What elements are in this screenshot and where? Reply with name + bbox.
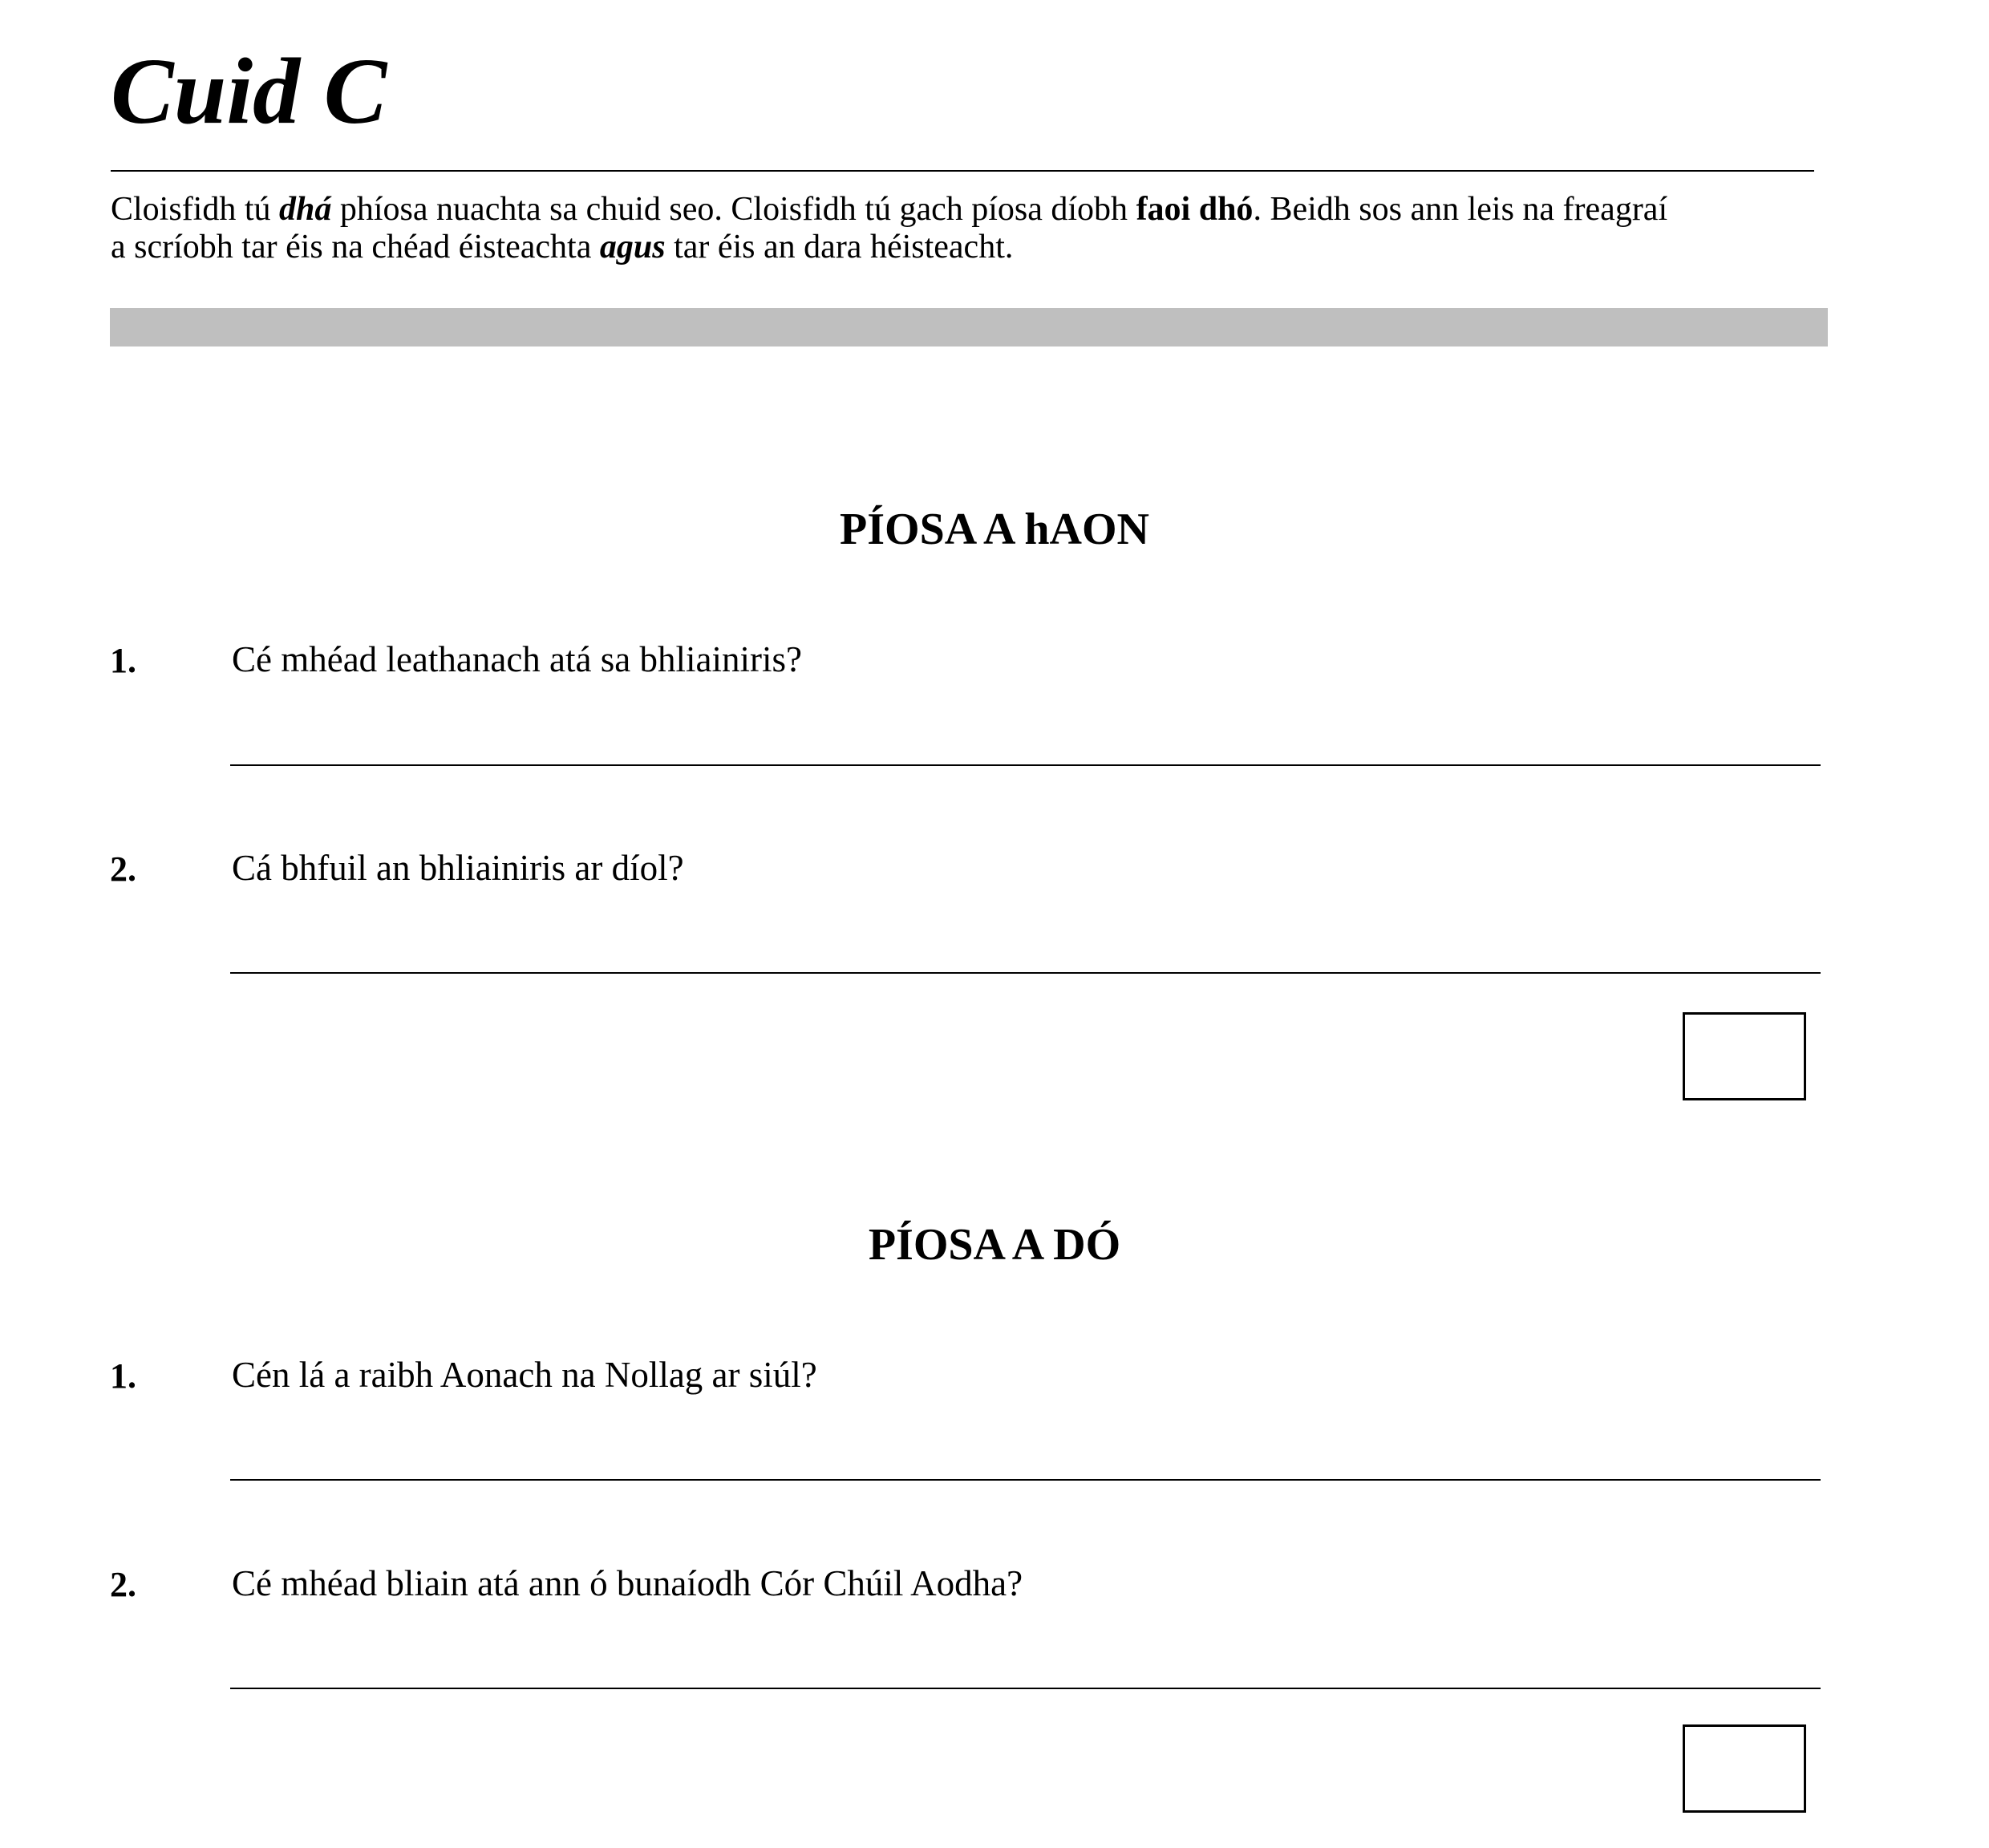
answer-line[interactable] <box>230 1479 1821 1481</box>
answer-line[interactable] <box>230 1688 1821 1689</box>
page-title: Cuid C <box>111 38 387 144</box>
question-text: Cá bhfuil an bhliainiris ar díol? <box>232 848 684 888</box>
answer-line[interactable] <box>230 764 1821 766</box>
answer-line[interactable] <box>230 972 1821 974</box>
question-text: Cén lá a raibh Aonach na Nollag ar siúl? <box>232 1355 817 1395</box>
question-text: Cé mhéad leathanach atá sa bhliainiris? <box>232 639 802 679</box>
instructions-emphasis: dhá <box>279 191 332 228</box>
score-box[interactable] <box>1683 1724 1806 1813</box>
question-number: 2. <box>110 849 136 889</box>
question-number: 1. <box>110 641 136 680</box>
instructions <box>111 191 1835 266</box>
instructions-text: . Beidh sos ann leis na freagraí <box>1253 191 1668 228</box>
instructions-text: Cloisfidh tú <box>111 191 280 228</box>
instructions-emphasis: agus <box>599 229 666 265</box>
instructions-text: a scríobh tar éis na chéad éisteachta <box>111 229 600 265</box>
question-number: 1. <box>110 1356 136 1396</box>
title-divider <box>111 170 1814 172</box>
instructions-text: tar éis an dara héisteacht. <box>665 229 1014 265</box>
question-text: Cé mhéad bliain atá ann ó bunaíodh Cór Chúil Aodha? <box>232 1563 1023 1603</box>
section-separator-bar <box>110 308 1828 346</box>
section-heading-piosa-2: PÍOSA A DÓ <box>868 1220 1121 1270</box>
instructions-emphasis: faoi dhó <box>1136 191 1254 228</box>
instructions-text: phíosa nuachta sa chuid seo. Cloisfidh tú gach píosa díobh <box>331 191 1136 228</box>
question-number: 2. <box>110 1565 136 1604</box>
score-box[interactable] <box>1683 1012 1806 1100</box>
section-heading-piosa-1: PÍOSA A hAON <box>840 505 1149 554</box>
